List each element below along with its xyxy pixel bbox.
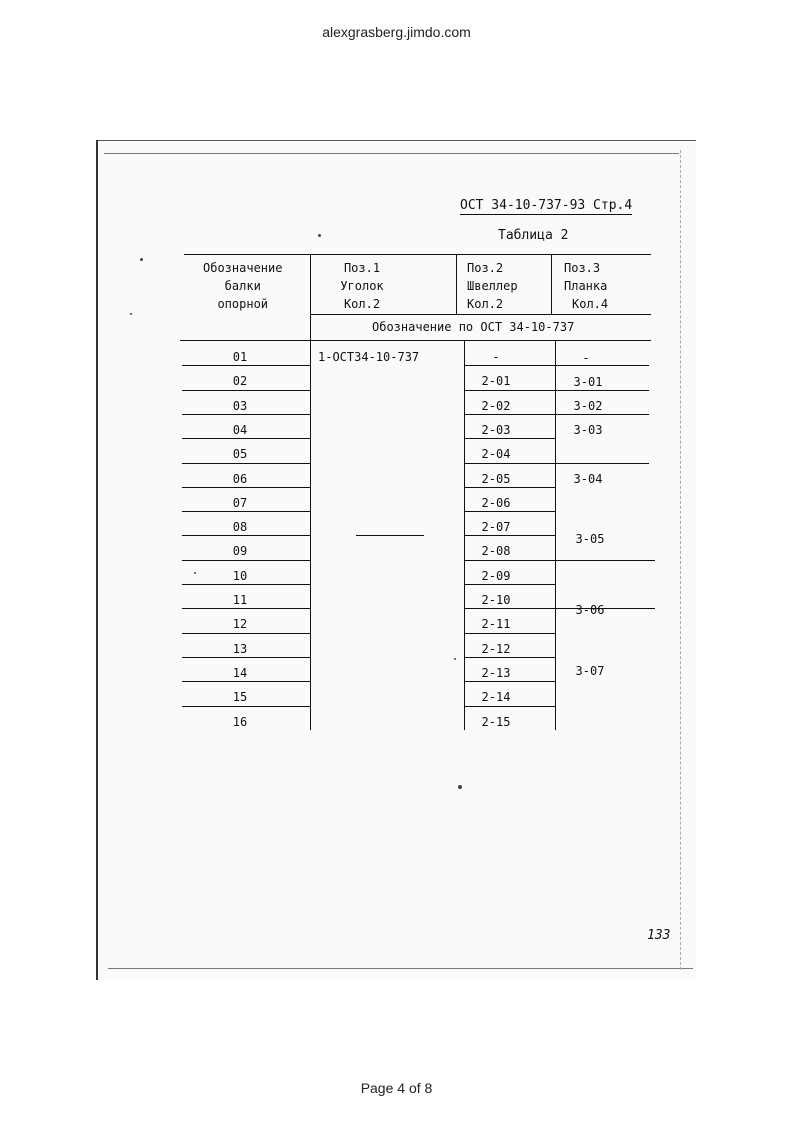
- table-rule-v: [310, 254, 311, 730]
- table-rule-h: [182, 584, 310, 585]
- row-designation: 05: [232, 447, 248, 462]
- pos2-value: 2-05: [481, 471, 511, 486]
- pos3-value: 3-07: [575, 664, 605, 678]
- header-line: Уголок: [340, 279, 384, 293]
- table-rule-h: [464, 511, 556, 512]
- table-rule-v: [551, 254, 552, 314]
- pos3-value: 3-03: [573, 423, 603, 437]
- row-designation: 04: [232, 422, 248, 437]
- row-designation: 15: [232, 690, 248, 705]
- table-rule-h: [182, 560, 310, 561]
- table-rule-h: [180, 340, 651, 341]
- table-rule-h: [551, 390, 649, 391]
- pos3-value: 3-02: [573, 399, 603, 413]
- row-designation: 03: [232, 398, 248, 413]
- row-designation: 06: [232, 471, 248, 486]
- table-rule-h: [182, 414, 310, 415]
- table-rule-h: [182, 511, 310, 512]
- pos2-value: 2-13: [481, 665, 511, 680]
- table-rule-h: [464, 414, 556, 415]
- header-line: Планка: [564, 279, 608, 293]
- pos1-value: 1-ОСТ34-10-737: [318, 350, 420, 364]
- pos2-value: 2-09: [481, 568, 511, 583]
- table-rule-h: [551, 365, 649, 366]
- table-rule-h: [182, 463, 310, 464]
- pos2-value: 2-08: [481, 544, 511, 559]
- pos3-value: 3-05: [575, 532, 605, 546]
- table-rule-h: [464, 535, 556, 536]
- table-rule-h: [551, 560, 655, 561]
- table-rule-v: [555, 340, 556, 730]
- row-designation: 12: [232, 617, 248, 632]
- table-rule-h: [182, 706, 310, 707]
- table-rule-h: [182, 535, 310, 536]
- row-designation: 09: [232, 544, 248, 559]
- table-rule-h: [551, 463, 649, 464]
- table-rule-h: [182, 438, 310, 439]
- table-rule-h: [182, 681, 310, 682]
- pos2-value: 2-04: [481, 447, 511, 462]
- pos2-value: 2-06: [481, 495, 511, 510]
- site-url: alexgrasberg.jimdo.com: [322, 24, 471, 40]
- table-rule-h: [310, 314, 651, 315]
- table-rule-h: [182, 657, 310, 658]
- header-line: Поз.2: [467, 261, 504, 275]
- pos2-value: 2-11: [481, 617, 511, 632]
- pos2-value: 2-02: [481, 398, 511, 413]
- page-footer: Page 4 of 8: [360, 1080, 433, 1096]
- pos3-value: -: [582, 351, 590, 365]
- header-line: опорной: [217, 297, 269, 311]
- header-line: Кол.4: [572, 297, 609, 311]
- pos2-value: 2-12: [481, 641, 511, 656]
- table-rule-h: [464, 487, 556, 488]
- row-designation: 13: [232, 641, 248, 656]
- table-rule-h: [464, 681, 556, 682]
- pos3-value: 3-01: [573, 375, 603, 389]
- header-line: Кол.2: [343, 297, 381, 311]
- row-designation: 10: [232, 568, 248, 583]
- table-rule-h: [464, 390, 556, 391]
- header-pos3: [564, 259, 608, 313]
- table-rule-h: [464, 560, 556, 561]
- row-designation: 02: [232, 374, 248, 389]
- row-designation: 16: [232, 714, 248, 729]
- table-rule-h: [182, 633, 310, 634]
- table-rule-v: [464, 340, 465, 730]
- header-line: балки: [224, 279, 261, 293]
- header-line: Швеллер: [467, 279, 518, 293]
- pos2-value: 2-07: [481, 520, 511, 535]
- row-designation: 01: [232, 350, 248, 364]
- table-rule-h: [182, 390, 310, 391]
- table-label: Таблица 2: [498, 228, 569, 243]
- pos3-value: 3-06: [575, 603, 605, 617]
- row-designation: 07: [232, 495, 248, 510]
- header-pos1: [322, 259, 402, 313]
- pos2-value: 2-03: [481, 422, 511, 437]
- table-rule-h: [464, 706, 556, 707]
- table-rule-h: [182, 365, 310, 366]
- pos2-value: 2-14: [481, 690, 511, 705]
- table-rule-h: [182, 487, 310, 488]
- table-rule-h: [184, 254, 651, 255]
- row-designation: 11: [232, 593, 248, 607]
- header-line: Поз.1: [343, 261, 381, 275]
- table-rule-h: [464, 438, 556, 439]
- pos2-value: 2-15: [481, 714, 511, 729]
- table-rule-h: [464, 584, 556, 585]
- scanned-page: [96, 140, 696, 980]
- pos2-value: 2-10: [481, 593, 511, 607]
- header-designation: [203, 259, 282, 313]
- header-line: Кол.2: [467, 297, 504, 311]
- pos2-value: -: [492, 350, 500, 364]
- data-table: [96, 140, 696, 980]
- table-rule-h: [464, 608, 556, 609]
- row-designation: 14: [232, 665, 248, 680]
- header-pos2: [467, 259, 518, 313]
- pos1-dash: [356, 535, 424, 536]
- table-rule-h: [464, 633, 556, 634]
- header-line: Обозначение: [203, 261, 283, 275]
- header-line: Поз.3: [564, 261, 601, 275]
- table-rule-h: [464, 463, 556, 464]
- pos2-value: 2-01: [481, 374, 511, 389]
- table-rule-h: [464, 365, 556, 366]
- table-rule-v: [456, 254, 457, 314]
- table-rule-h: [551, 608, 655, 609]
- table-subheader: Обозначение по ОСТ 34-10-737: [372, 320, 575, 334]
- table-rule-h: [182, 608, 310, 609]
- row-designation: 08: [232, 520, 248, 535]
- table-rule-h: [464, 657, 556, 658]
- pos3-value: 3-04: [573, 472, 603, 486]
- page-number: 133: [647, 928, 671, 943]
- table-rule-h: [551, 414, 649, 415]
- document-code: ОСТ 34-10-737-93 Стр.4: [460, 198, 633, 213]
